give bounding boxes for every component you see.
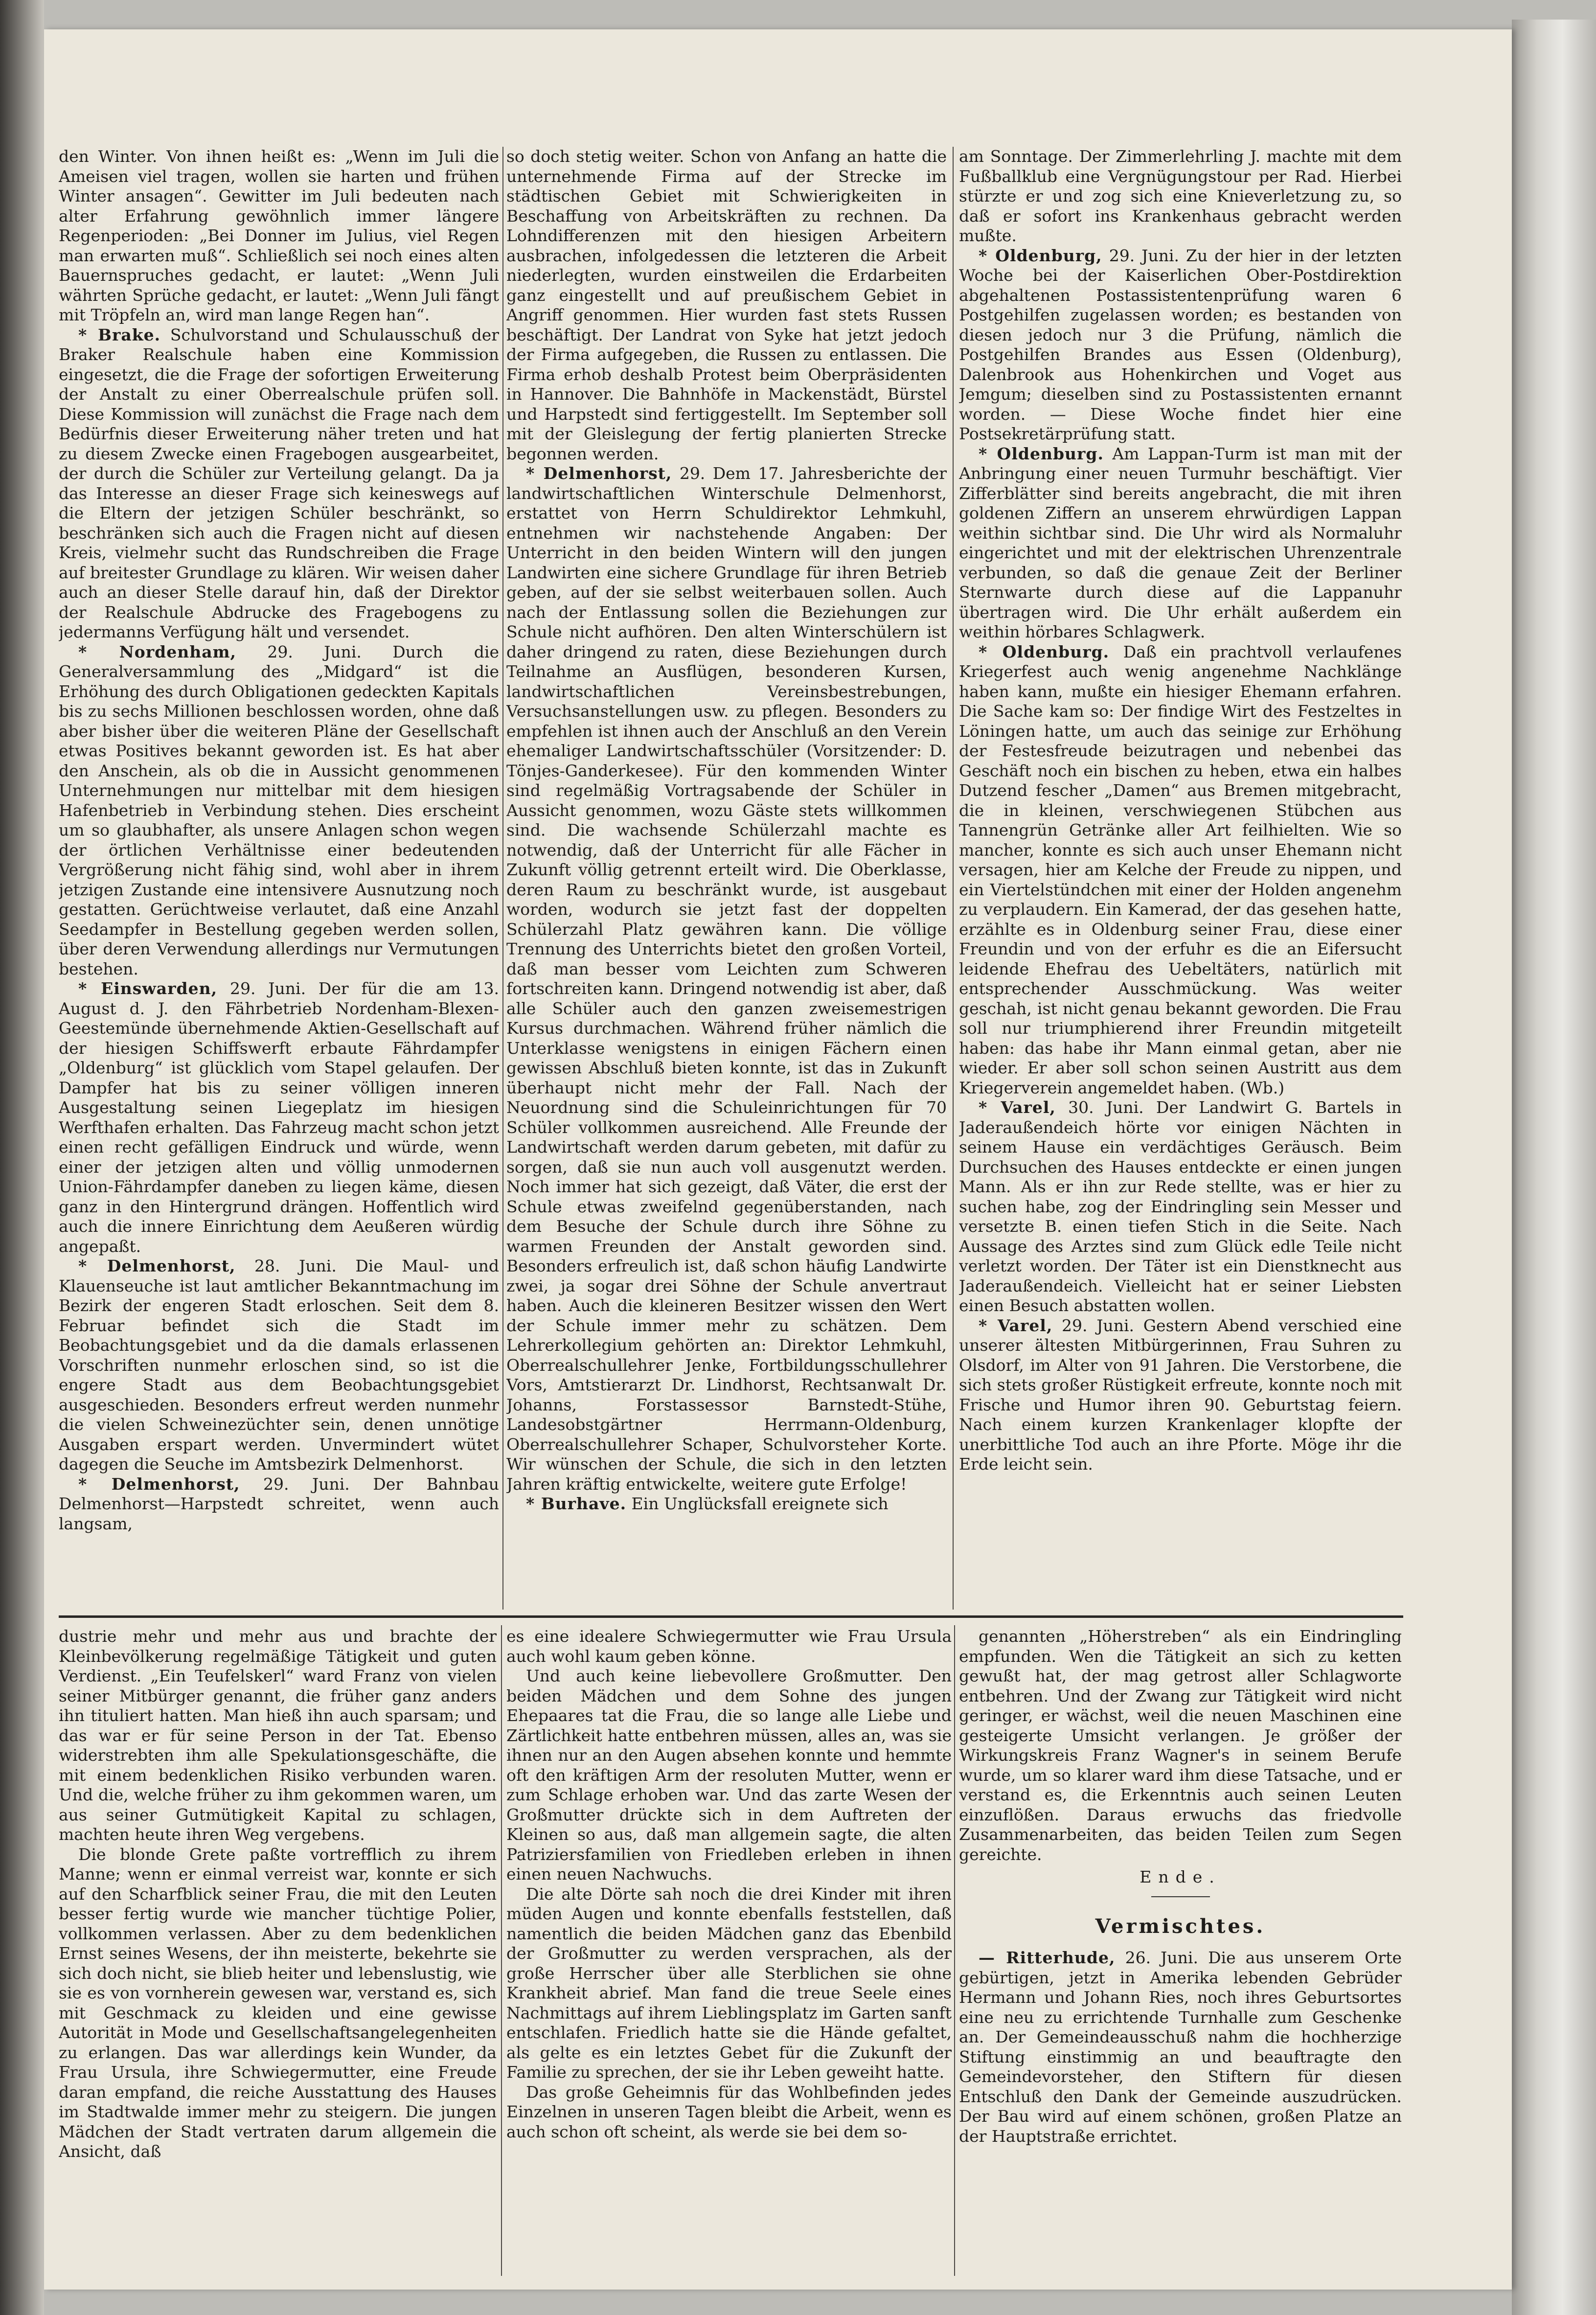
column-divider-2 <box>953 147 954 1610</box>
article-dateline: * Varel, <box>979 1316 1053 1335</box>
article-paragraph <box>506 1494 947 1514</box>
article-paragraph <box>59 1627 497 1845</box>
article-text: Ein Unglücksfall ereignete sich <box>626 1494 889 1513</box>
article-dateline: * Oldenburg, <box>979 246 1102 265</box>
column-4 <box>59 1627 497 2277</box>
article-text: so doch stetig weiter. Schon von Anfang an hatte die unternehmende Firma auf der Strecke im städtischen Gebiet mit Schwierigkeiten in Beschaffung von Arbeitskräften zu rechnen. Da Lohndifferenzen mit den hiesigen Arbeitern ausbrachen, infolgedessen die letzteren die Arbeit niederlegten, wurden einstweilen die Erdarbeiten ganz eingestellt und auf preußischem Gebiet in Angriff genommen. Hier wurden fast stets Russen beschäftigt. Der Landrat von Syke hat jetzt jedoch der Firma aufgegeben, die Russen zu entlassen. Die Firma erhob deshalb Protest beim Oberpräsidenten in Hannover. Die Bahnhöfe in Mackenstädt, Bürstel und Harpstedt sind fertiggestellt. Im September soll mit der Gleislegung der fertig planierten Strecke begonnen werden. <box>506 147 947 463</box>
article-text: Am Lappan-Turm ist man mit der Anbringung einer neuen Turmuhr beschäftigt. Vier Zifferblätter sind bereits angebracht, die mit ihren goldenen Ziffern an unserem ehrwürdigen Lappan weithin sichtbar sind. Die Uhr wird als Normaluhr eingerichtet und mit der elektrischen Uhrenzentrale verbunden, so daß die genaue Zeit der Berliner Sternwarte durch diese auf die Lappanuhr übertragen wird. Die Uhr erhält außerdem ein weithin hörbares Schlagwerk. <box>959 444 1402 641</box>
article-paragraph <box>959 1098 1402 1316</box>
article-text: genannten „Höherstreben“ als ein Eindringling empfunden. Wen die Tätigkeit an sich zu ketten gewußt hat, der mag getrost aller Schlagworte entbehren. Und der Zwang zur Tätigkeit wird nicht geringer, er wächst, weil die neuen Maschinen eine gesteigerte Umsicht verlangen. Je größer der Wirkungskreis Franz Wagner's in seinem Berufe wurde, um so klarer ward ihm diese Tatsache, und er verstand es, die Erkenntnis auch seinen Leuten einzuflößen. Daraus erwuchs das friedvolle Zusammenarbeiten, das beiden Teilen zum Segen gereichte. <box>959 1627 1402 1864</box>
column-2 <box>506 147 947 1619</box>
article-text: 29. Juni. Durch die Generalversammlung des „Midgard“ ist die Erhöhung des durch Obligationen gedeckten Kapitals bis zu sechs Millionen beschlossen worden, ohne daß aber bisher über die weiteren Pläne der Gesellschaft etwas Positives bekannt geworden ist. Es hat aber den Anschein, als ob die in Aussicht genommenen Unternehmungen nur mittelbar mit dem hiesigen Hafenbetrieb in Verbindung stehen. Dies erscheint um so glaubhafter, als unsere Anlagen schon wegen der örtlichen Verhältnisse einer bedeutenden Vergrößerung nicht fähig sind, wohl aber in ihrem jetzigen Zustande eine intensivere Ausnutzung noch gestatten. Gerüchtweise verlautet, daß eine Anzahl Seedampfer in Bestellung gegeben werden sollen, über deren Verwendung allerdings nur Vermutungen bestehen. <box>59 642 499 978</box>
article-text: Schulvorstand und Schulausschuß der Braker Realschule haben eine Kommission eingesetzt, die die Frage der sofortigen Erweiterung der Anstalt zu einer Oberrealschule prüfen soll. Diese Kommission will zunächst die Frage nach dem Bedürfnis dieser Erweiterung näher treten und hat zu diesem Zwecke einen Fragebogen ausgearbeitet, der durch die Schüler zur Verteilung gelangt. Da ja das Interesse an dieser Frage sich keineswegs auf die Eltern der jetzigen Schüler beschränkt, so beschränken sich auch die Fragen nicht auf diesen Kreis, vielmehr sucht das Rundschreiben die Frage auf breitester Grundlage zu klären. Wir weisen daher auch an dieser Stelle darauf hin, daß der Direktor der Realschule Abdrucke des Fragebogens zu jedermanns Verfügung hält und versendet. <box>59 325 499 641</box>
column-divider-4 <box>954 1625 955 2276</box>
article-text: dustrie mehr und mehr aus und brachte der Kleinbevölkerung regelmäßige Tätigkeit und guten Verdienst. „Ein Teufelskerl“ ward Franz von vielen seiner Mitbürger genannt, die früher ganz anders ihn tituliert hatten. Man hieß ihn auch sparsam; und das war er für seine Person in der Tat. Ebenso widerstrebten ihm alle Spekulationsgeschäfte, die mit einem bedenklichen Risiko verbunden waren. Und die, welche früher zu ihm gekommen waren, um aus seiner Gutmütigkeit Kapital zu schlagen, machten heute ihren Weg vergebens. <box>59 1627 497 1844</box>
story-paragraphs <box>959 1627 1402 1864</box>
article-text: 28. Juni. Die Maul- und Klauenseuche ist laut amtlicher Bekanntmachung im Bezirk der engeren Stadt erloschen. Seit dem 8. Februar befindet sich die Stadt im Beobachtungsgebiet und da die damals erlassenen Vorschriften nunmehr erloschen sind, so ist die engere Stadt aus dem Beobachtungsgebiet ausgeschieden. Besonders erfreut werden nunmehr die vielen Schweinezüchter sein, denen unnötige Ausgaben erspart werden. Unvermindert wütet dagegen die Seuche im Amtsbezirk Delmenhorst. <box>59 1256 499 1474</box>
article-text: am Sonntage. Der Zimmerlehrling J. machte mit dem Fußballklub eine Vergnügungstour per Rad. Hierbei stürzte er und zog sich eine Knieverletzung zu, so daß er sofort ins Krankenhaus gebracht werden mußte. <box>959 147 1402 245</box>
article-dateline: * Brake. <box>78 325 161 344</box>
article-paragraph <box>59 325 499 642</box>
article-paragraph <box>59 1256 499 1475</box>
vermischtes-heading: Vermischtes. <box>1095 1914 1266 1938</box>
article-paragraph <box>506 1627 952 1666</box>
article-text: Die alte Dörte sah noch die drei Kinder mit ihren müden Augen und konnte ebenfalls feststellen, daß namentlich die beiden Mädchen ganz das Ebenbild der Großmutter zu werden versprachen, als der große Herrscher über alle Sterblichen sie ohne Krankheit abrief. Man fand die treue Seele eines Nachmittags auf ihrem Lieblingsplatz im Garten sanft entschlafen. Friedlich hatte sie die Hände gefaltet, als gelte es ein letztes Gebet für die Zukunft der Familie zu sprechen, der sie ihr Leben geweiht hatte. <box>506 1884 952 2082</box>
column-6 <box>959 1627 1402 2277</box>
article-text: Die blonde Grete paßte vortrefflich zu ihrem Manne; wenn er einmal verreist war, konnte er sich auf den Scharfblick seiner Frau, die mit den Leuten besser fertig wurde wie mancher tüchtige Polier, vollkommen verlassen. Aber zu dem bedenklichen Ernst seines Wesens, der ihn meisterte, bekehrte sie sich doch nicht, sie blieb heiter und lebenslustig, wie sie es von vornherein gewesen war, verstand es, sich mit Geschmack zu kleiden und eine gewisse Autorität in Mode und Gesellschaftsangelegenheiten zu erlangen. Das war allerdings kein Wunder, da Frau Ursula, ihre Schwiegermutter, eine Freude daran empfand, die reiche Ausstattung des Hauses im Stadtwalde immer mehr zu steigern. Die jungen Mädchen der Stadt vertraten darum allgemein die Ansicht, daß <box>59 1844 497 2161</box>
article-dateline: * Burhave. <box>526 1494 627 1513</box>
article-dateline: * Delmenhorst, <box>526 464 672 483</box>
column-divider-3 <box>501 1625 502 2276</box>
article-paragraph <box>506 2083 952 2142</box>
article-text: 30. Juni. Der Landwirt G. Bartels in Jaderaußendeich hörte vor einigen Nächten in seinem Hause ein verdächtiges Geräusch. Beim Durchsuchen des Hauses entdeckte er einen jungen Mann. Als er ihn zur Rede stellte, was er hier zu suchen habe, zog der Eindringling sein Messer und versetzte B. einen tiefen Stich in die Seite. Nach Aussage des Arztes sind zum Glück edle Teile nicht verletzt worden. Der Täter ist ein Dienstknecht aus Jaderaußendeich. Vielleicht hat er seiner Liebsten einen Besuch abstatten wollen. <box>959 1098 1402 1315</box>
article-paragraph <box>59 979 499 1256</box>
article-paragraph <box>959 1316 1402 1475</box>
article-text: den Winter. Von ihnen heißt es: „Wenn im Juli die Ameisen viel tragen, wollen sie harten und frühen Winter ansagen“. Gewitter im Juli bedeuten nach alter Erfahrung gewöhnlich immer längere Regenperioden: „Bei Donner im Julius, viel Regen man erwarten muß“. Schließlich sei noch eines alten Bauernspruches gedacht, er lautet: „Wenn Juli währten Sprüche gedacht, er lautet: „Wenn Juli fängt mit Tröpfeln an, wird man lange Regen han“. <box>59 147 499 324</box>
newspaper-page <box>44 29 1512 2290</box>
article-text: Das große Geheimnis für das Wohlbefinden jedes Einzelnen in unseren Tagen bleibt die Arbeit, wenn es auch schon oft scheint, als werde sie bei dem so- <box>506 2082 952 2141</box>
feuilleton-separator <box>59 1615 1403 1618</box>
article-text: es eine idealere Schwiegermutter wie Frau Ursula auch wohl kaum geben könne. <box>506 1627 952 1666</box>
column-3 <box>959 147 1402 1595</box>
article-text: 29. Juni. Gestern Abend verschied eine unserer ältesten Mitbürgerinnen, Frau Suhren zu Olsdorf, im Alter von 91 Jahren. Die Verstorbene, die sich stets großer Rüstigkeit erfreute, konnte noch mit Frische und Humor ihren 90. Geburtstag feiern. Nach einem kurzen Krankenlager klopfte der unerbittliche Tod auch an ihre Pforte. Möge ihr die Erde leicht sein. <box>959 1316 1402 1474</box>
article-dateline: * Einswarden, <box>78 979 218 998</box>
article-paragraph <box>59 642 499 979</box>
article-paragraph <box>506 1884 952 2083</box>
article-dateline: * Nordenham, <box>78 642 236 661</box>
article-dateline: * Varel, <box>979 1098 1056 1117</box>
article-paragraph <box>959 147 1402 246</box>
article-text: 29. Juni. Zu der hier in der letzten Woche bei der Kaiserlichen Ober-Postdirektion abgehaltenen Postassistentenprüfung waren 6 Postgehilfen zugelassen worden; es bestanden von diesen jedoch nur 3 die Prüfung, nämlich die Postgehilfen Brandes aus Essen (Oldenburg), Dalenbrook aus Hohenkirchen und Voget aus Jemgum; dieselben sind zu Postassistenten ernannt worden. — Diese Woche findet hier eine Postsekretärprüfung statt. <box>959 246 1402 443</box>
article-dateline: * Delmenhorst, <box>78 1474 240 1494</box>
column-divider-1 <box>502 147 503 1610</box>
article-dateline: * Delmenhorst, <box>78 1256 236 1275</box>
article-paragraph <box>59 1845 497 2162</box>
article-paragraph <box>506 147 947 464</box>
article-paragraph <box>959 642 1402 1098</box>
binding-gutter <box>0 0 44 2315</box>
article-paragraph <box>959 1627 1402 1864</box>
article-dateline: * Oldenburg. <box>979 642 1110 661</box>
column-1 <box>59 147 499 1607</box>
column-5 <box>506 1627 952 2277</box>
article-text: 26. Juni. Die aus unserem Orte gebürtigen, jetzt in Amerika lebenden Gebrüder Hermann und Johann Ries, noch ihres Geburtsortes eine neu zu errichtende Turnhalle zum Geschenke an. Der Gemeindeausschuß nahm die hochherzige Stiftung einstimmig an und beauftragte den Gemeindevorsteher, den Stiftern für diesen Entschluß den Dank der Gemeinde auszudrücken. Der Bau wird auf einem schönen, großen Platze an der Hauptstraße errichtet. <box>959 1948 1402 2146</box>
page-edge-stack <box>1512 20 1596 2315</box>
article-paragraph <box>506 464 947 1494</box>
article-dateline: — Ritterhude, <box>979 1948 1116 1967</box>
article-text: 29. Dem 17. Jahresberichte der landwirtschaftlichen Winterschule Delmenhorst, erstattet von Herrn Schuldirektor Lehmkuhl, entnehmen wir nachstehende Angaben: Der Unterricht in den beiden Wintern will den jungen Landwirten eine sichere Grundlage für ihren Betrieb geben, auf der sie selbst weiterbauen sollen. Auch nach der Entlassung sollen die Beziehungen zur Schule nicht aufhören. Den alten Winterschülern ist daher dringend zu raten, diese Beziehungen durch Teilnahme an Ausflügen, besonderen Kursen, landwirtschaftlichen Vereinsbestrebungen, Versuchsanstellungen usw. zu pflegen. Besonders zu empfehlen ist ihnen auch der Anschluß an den Verein ehemaliger Landwirtschaftsschüler (Vorsitzender: D. Tönjes-Ganderkesee). Für den kommenden Winter sind regelmäßig Vortragsabende der Schüler in Aussicht genommen, wozu Gäste stets willkommen sind. Die wachsende Schülerzahl machte es notwendig, daß der Unterricht für alle Fächer in Zukunft völlig getrennt erteilt wird. Die Oberklasse, deren Raum zu beschränkt wurde, ist ausgebaut worden, wodurch sie jetzt fast der doppelten Schülerzahl Platz gewähren kann. Die völlige Trennung des Unterrichts bietet den großen Vorteil, daß man besser vom Leichten zum Schweren fortschreiten kann. Dringend notwendig ist aber, daß alle Schüler auch den ganzen zweisemestrigen Kursus durchmachen. Während früher nämlich die Unterklasse wenigstens in einigen Fächern einen gewissen Abschluß bieten konnte, ist das in Zukunft überhaupt nicht mehr der Fall. Nach der Neuordnung sind die Schuleinrichtungen für 70 Schüler vollkommen ausreichend. Alle Freunde der Landwirtschaft werden darum gebeten, mit dafür zu sorgen, daß sie nun auch voll ausgenutzt werden. Noch immer hat sich gezeigt, daß Väter, die erst der Schule etwas zweifelnd gegenüberstanden, nach dem Besuche der Schule durch ihre Söhne zu warmen Freunden der Anstalt geworden sind. Besonders erfreulich ist, daß schon häufig Landwirte zwei, ja sogar drei Söhne der Schule anvertraut haben. Auch die kleineren Besitzer wissen den Wert der Schule immer mehr zu schätzen. Dem Lehrerkollegium gehörten an: Direktor Lehmkuhl, Oberrealschullehrer Jenke, Fortbildungsschullehrer Vors, Amtstierarzt Dr. Lindhorst, Rechtsanwalt Dr. Johanns, Forstassessor Barnstedt-Stühe, Landesobstgärtner Herrmann-Oldenburg, Oberrealschullehrer Schaper, Schulvorsteher Korte. Wir wünschen der Schule, die sich in den letzten Jahren kräftig entwickelte, weitere gute Erfolge! <box>506 464 947 1494</box>
article-paragraph <box>959 246 1402 444</box>
article-text: 29. Juni. Der für die am 13. August d. J. den Fährbetrieb Nordenham-Blexen-Geestemünde übernehmende Aktien-Gesellschaft auf der hiesigen Schiffswerft erbaute Fährdampfer „Oldenburg“ ist glücklich vom Stapel gelaufen. Der Dampfer hat bis zu seiner völligen inneren Ausgestaltung seinen Liegeplatz im hiesigen Werfthafen erhalten. Das Fahrzeug macht schon jetzt einen recht gefälligen Eindruck und würde, wenn einer der jetzigen alten und völlig unmodernen Union-Fährdampfer daneben zu liegen käme, diesen ganz in den Hintergrund drängen. Hoffentlich wird auch die innere Einrichtung dem Aeußeren würdig angepaßt. <box>59 979 499 1256</box>
ende-text: Ende. <box>1140 1867 1221 1886</box>
article-text: 29. Juni. Der Bahnbau Delmenhorst—Harpstedt schreitet, wenn auch langsam, <box>59 1474 499 1533</box>
article-paragraph <box>59 147 499 325</box>
article-paragraph <box>959 1948 1402 2146</box>
end-rule <box>1151 1896 1210 1897</box>
article-paragraph <box>59 1475 499 1534</box>
article-paragraph <box>959 444 1402 642</box>
article-text: Daß ein prachtvoll verlaufenes Kriegerfest auch wenig angenehme Nachklänge haben kann, mußte ein hiesiger Ehemann erfahren. Die Sache kam so: Der findige Wirt des Festzeltes in Löningen hatte, um auch das seinige zur Erhöhung der Festesfreude beizutragen und nebenbei das Geschäft noch ein bischen zu heben, etwa ein halbes Dutzend fescher „Damen“ aus Bremen mitgebracht, die in kleinen, verschwiegenen Stübchen aus Tannengrün Getränke aller Art feilhielten. Wie so mancher, konnte es sich auch unser Ehemann nicht versagen, hier am Kelche der Freude zu nippen, und ein Viertelstündchen mit einer der Holden angenehm zu verplaudern. Ein Kamerad, der das gesehen hatte, erzählte es in Oldenburg seiner Frau, diese einer Freundin und von der erfuhr es die an Eifersucht leidende Ehefrau des Uebeltäters, natürlich mit entsprechender Ausschmückung. Was weiter geschah, ist nicht genau bekannt geworden. Die Frau soll nur triumphierend ihrer Freundin mitgeteilt haben: das habe ihr Mann einmal getan, aber nie wieder. Er aber soll schon seinen Austritt aus dem Kriegerverein angemeldet haben. (Wb.) <box>959 642 1402 1097</box>
article-dateline: * Oldenburg. <box>979 444 1104 463</box>
vermischtes-items <box>959 1948 1402 2146</box>
article-text: Und auch keine liebevollere Großmutter. Den beiden Mädchen und dem Sohne des jungen Ehepaares tat die Frau, die so lange alle Liebe und Zärtlichkeit hatte entbehren müssen, alles an, was sie ihnen nur an den Augen absehen konnte und hemmte oft den kräftigen Arm der resoluten Mutter, wenn er zum Schlage erhoben war. Und das zarte Wesen der Großmutter drückte sich in dem Auftreten der Kleinen so aus, daß man allgemein sagte, die alten Patriziersfamilien von Friedleben erleben in ihnen einen neuen Nachwuchs. <box>506 1666 952 1884</box>
article-paragraph <box>506 1666 952 1884</box>
